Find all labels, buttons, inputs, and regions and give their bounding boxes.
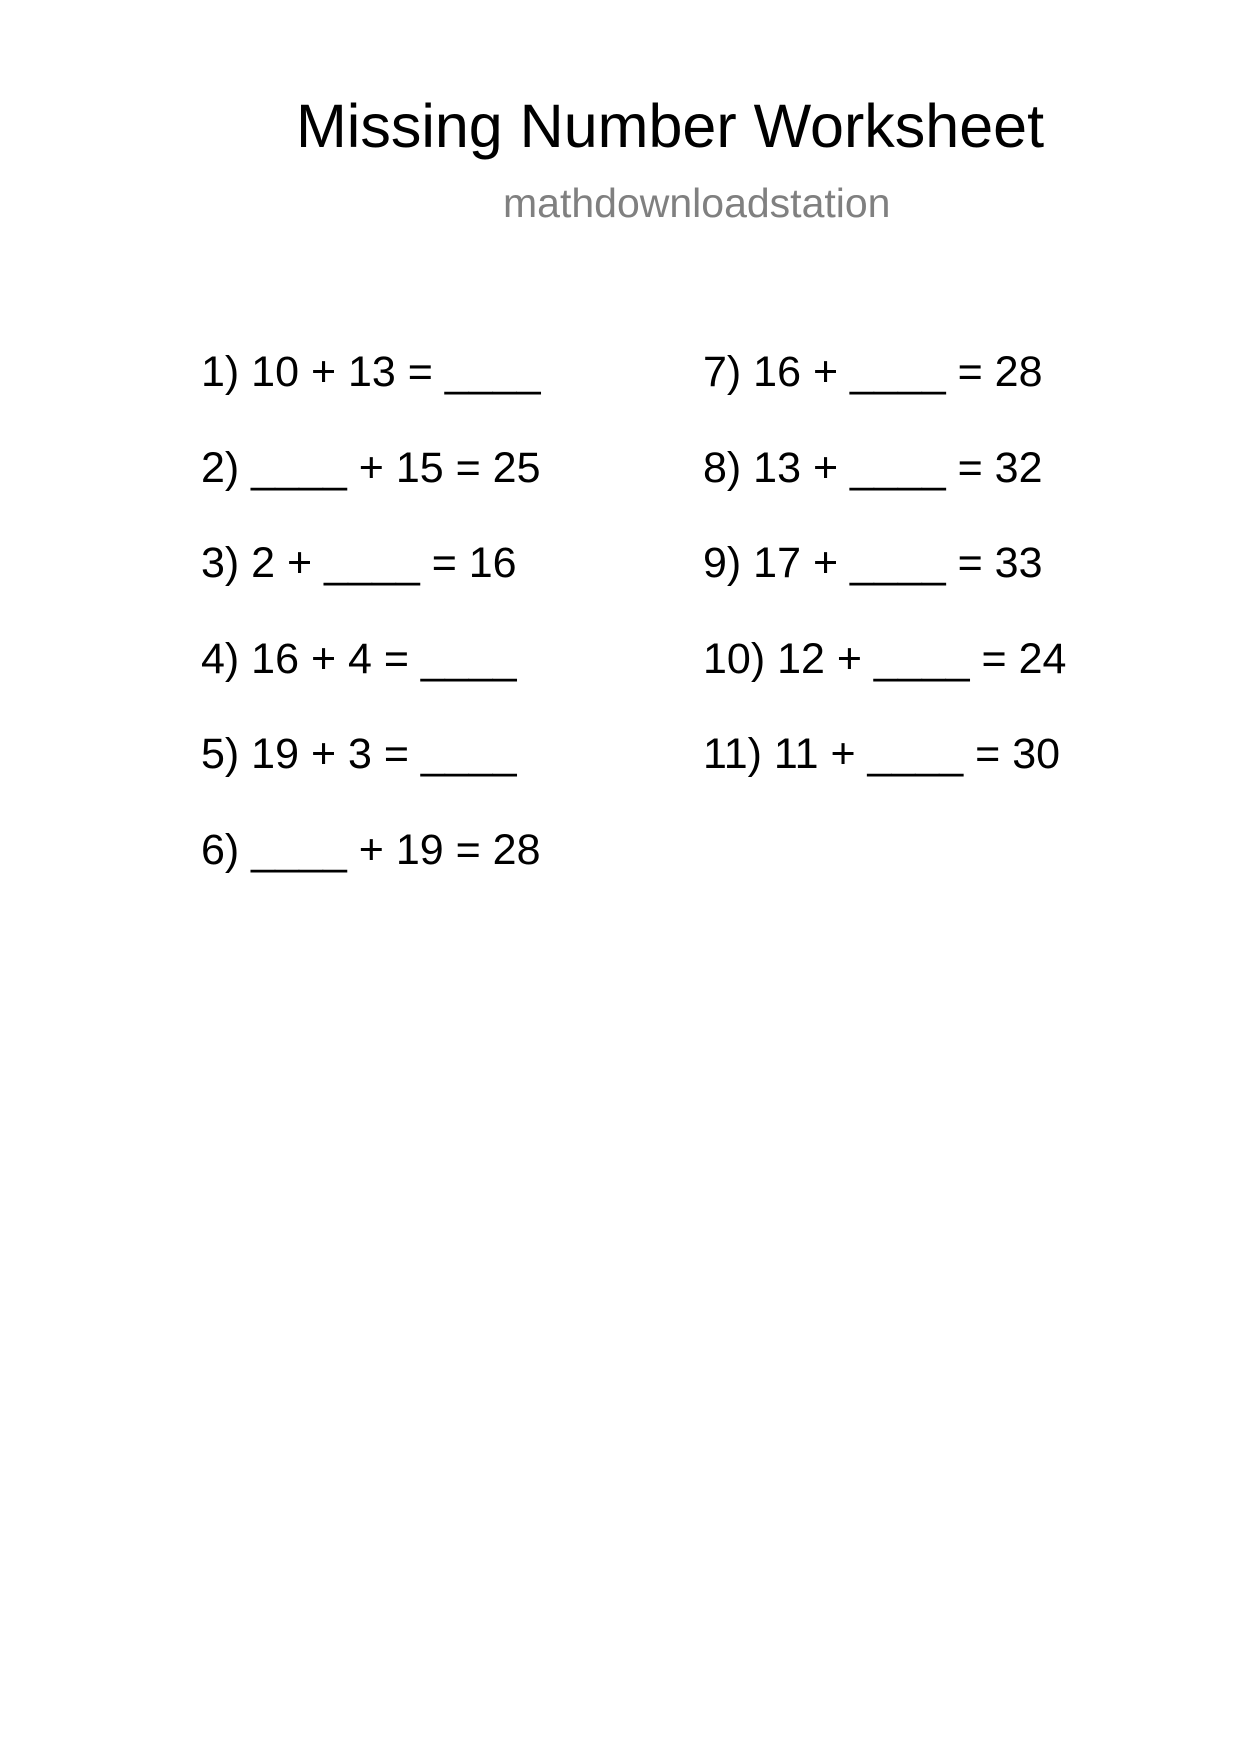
problem-3: 3) 2 + ____ = 16 [201, 539, 517, 587]
problems-right-column [703, 348, 1067, 829]
site-name: mathdownloadstation [503, 180, 891, 226]
problem-2: 2) ____ + 15 = 25 [201, 443, 541, 492]
problems-left-column [201, 348, 541, 924]
problem-11: 11) 11 + ____ = 30 [703, 730, 1061, 778]
problem-4: 4) 16 + 4 = ____ [201, 634, 517, 683]
worksheet-title: Missing Number Worksheet [295, 92, 1045, 160]
problem-1: 1) 10 + 13 = ____ [201, 348, 541, 396]
problem-5: 5) 19 + 3 = ____ [201, 730, 517, 778]
problem-9: 9) 17 + ____ = 33 [703, 539, 1043, 587]
problem-10: 10) 12 + ____ = 24 [703, 634, 1067, 683]
problem-8: 8) 13 + ____ = 32 [703, 443, 1043, 492]
problem-7: 7) 16 + ____ = 28 [703, 348, 1043, 396]
problem-6: 6) ____ + 19 = 28 [201, 825, 541, 874]
